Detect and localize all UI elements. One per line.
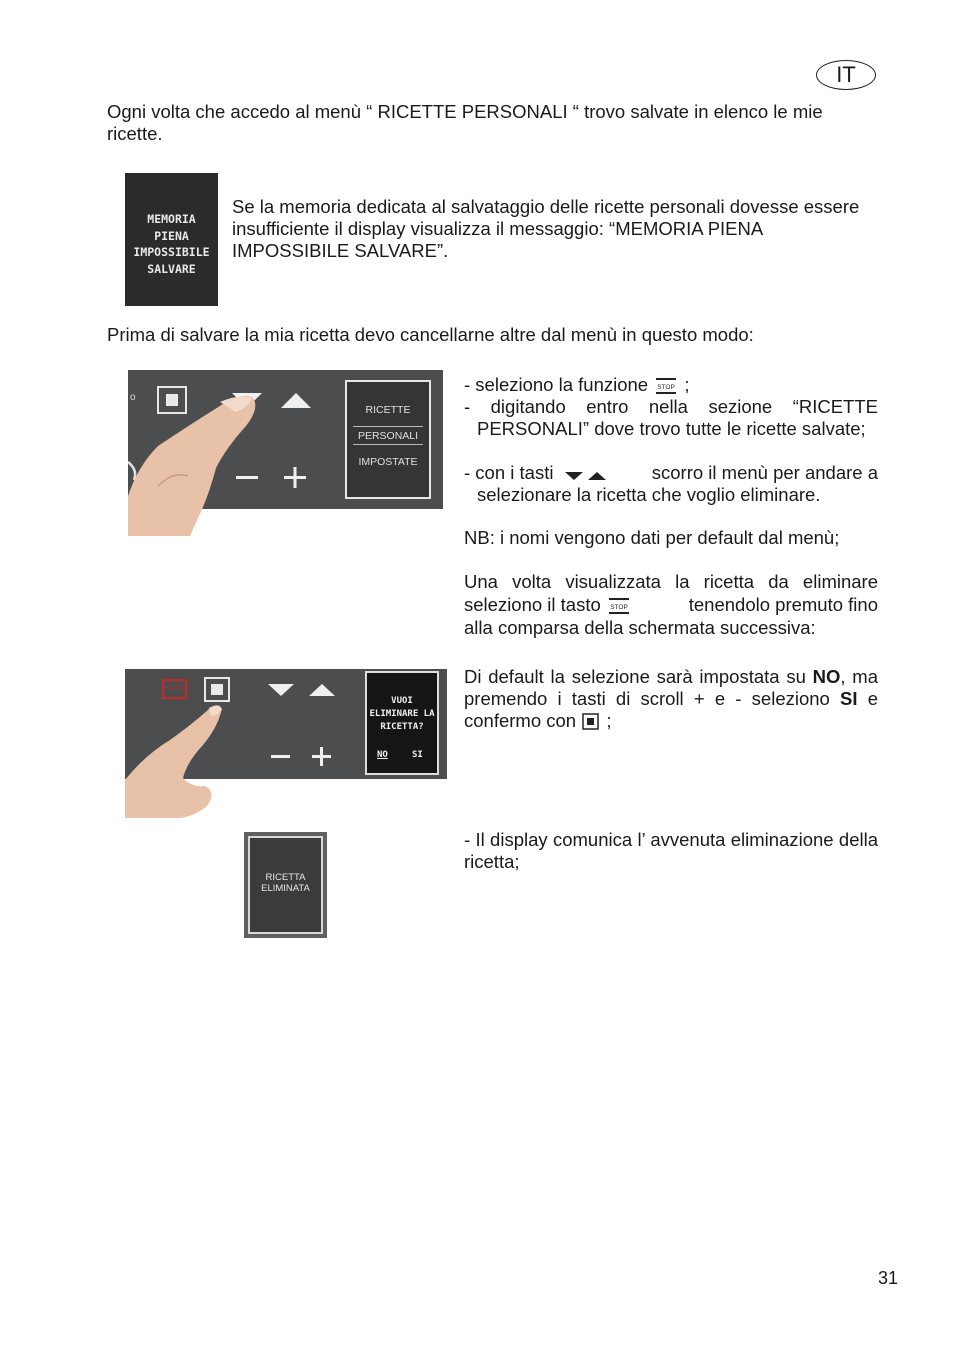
cut-label: o [130,392,136,403]
memory-paragraph: Se la memoria dedicata al salvataggio delle ricette personali dovesse essere insufficiente il display visualizza il messaggio: “MEMORIA PIENA IMPOSSIBILE SALVARE”. [232,196,860,261]
finger-illustration [125,700,235,818]
selection-bar-bottom [353,444,423,445]
before-save-paragraph: Prima di salvare la mia ricetta devo cancellarne altre dal menù in questo modo: [107,324,754,345]
plus-icon[interactable] [284,467,306,488]
step-1 [464,374,878,396]
stop-icon [653,377,679,395]
once-text-c: tenendolo premuto fino [688,594,878,615]
selection-bar-top [353,426,423,427]
no-label: NO [812,666,841,687]
stop-square-icon [581,713,601,731]
memory-full-display [125,173,218,306]
auto-button[interactable]: AUTO [162,679,187,699]
step-1-end: ; [684,374,690,395]
memory-full-text: MEMORIA PIENA IMPOSSIBILE SALVARE [133,212,210,276]
menu-item[interactable]: PERSONALI [357,430,419,442]
intro-paragraph: Ogni volta che accedo al menù “ RICETTE PERSONALI “ trovo salvate in elenco le mie ricette. [107,101,823,144]
stop-square-icon[interactable] [205,678,229,701]
step-3-line1 [464,462,878,484]
step-2-line2: PERSONALI” dove trovo tutte le ricette salvate; [477,418,866,439]
language-badge: IT [816,60,876,90]
recipe-deleted-display [244,832,327,938]
finger-illustration [128,386,278,536]
once-line3: alla comparsa della schermata successiva: [464,617,816,638]
step-3-line2: selezionare la ricetta che voglio eliminare. [477,484,821,505]
once-line2 [464,594,878,616]
step-3-text-b: scorro il menù per andare a [651,462,878,483]
stop-icon-label: STOP [657,384,676,392]
menu-item[interactable]: RICETTE [365,404,411,416]
stop-icon-label: STOP [610,604,628,612]
step-2-line1: - digitando entro nella sezione “RICETTE [464,396,878,417]
recipe-menu-display [345,380,431,499]
arrow-up-icon[interactable] [281,393,311,408]
arrow-up-icon[interactable] [309,684,335,696]
confirm-delete-display [365,671,439,775]
once-line1: Una volta visualizzata la ricetta da eliminare [464,571,878,592]
stop-icon [606,597,632,615]
step-3-text: - con i tasti [464,462,554,483]
delete-question: VUOI ELIMINARE LA RICETTA? [369,696,435,732]
menu-item[interactable]: IMPOSTATE [358,456,418,468]
option-no[interactable]: NO [377,750,388,760]
once-text: seleziono il tasto [464,594,601,615]
option-si[interactable]: SI [412,750,423,760]
arrow-down-icon[interactable] [268,684,294,696]
recipe-deleted-text: RICETTA ELIMINATA [248,836,323,934]
nb-note: NB: i nomi vengono dati per default dal menù; [464,527,840,548]
arrows-icon [559,466,607,482]
step-1-text: - seleziono la funzione [464,374,649,395]
deleted-paragraph: - Il display comunica l’ avvenuta eliminazione della ricetta; [464,829,878,872]
page-number: 31 [878,1268,899,1288]
si-label: SI [840,688,858,709]
plus-icon[interactable] [312,747,331,766]
minus-icon[interactable] [271,755,290,758]
default-paragraph: Di default la selezione sarà impostata su NO, ma premendo i tasti di scroll + e - seleziono SI e confermo con ; [464,666,878,731]
